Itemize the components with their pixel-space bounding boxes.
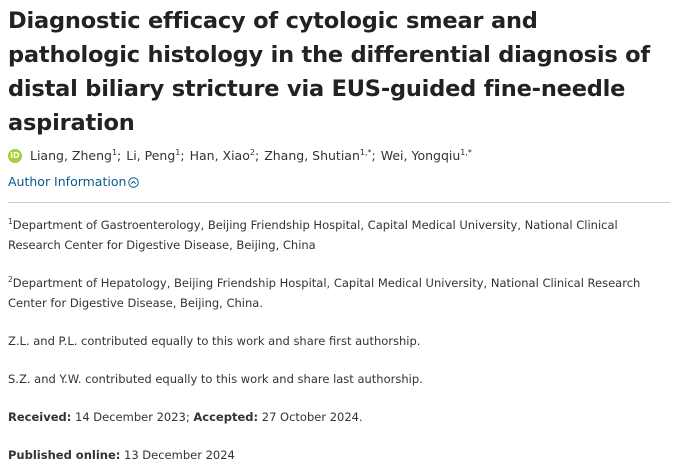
author-link[interactable] [126, 147, 180, 165]
author-name: Liang, Zheng [30, 148, 112, 163]
author-link[interactable] [264, 147, 371, 165]
author-affiliation-marker: 1 [175, 147, 181, 157]
article-title: Diagnostic efficacy of cytologic smear and pathologic histology in the differential diagnosis of distal biliary stricture via EUS-guided fine-needle aspiration [8, 8, 651, 136]
author-separator: ; [254, 148, 260, 163]
affiliation-text: Department of Gastroenterology, Beijing Friendship Hospital, Capital Medical University, National Clinical Research Center for Digestive Disease, Beijing, China [8, 218, 618, 252]
orcid-icon[interactable]: iD [8, 149, 22, 163]
author-name: Zhang, Shutian [264, 148, 360, 163]
received-date: 14 December 2023; [75, 410, 190, 424]
author-separator: ; [180, 148, 185, 163]
affiliation-number: 1 [8, 217, 13, 227]
contribution-note: Z.L. and P.L. contributed equally to this work and share first authorship. [8, 334, 421, 348]
published-label: Published online: [8, 448, 121, 462]
published-date-line [8, 445, 668, 465]
contribution-note: S.Z. and Y.W. contributed equally to this work and share last authorship. [8, 372, 423, 386]
author-name: Han, Xiao [189, 148, 250, 163]
author-name: Wei, Yongqiu [380, 148, 461, 163]
author-separator: ; [117, 148, 122, 163]
received-label: Received: [8, 410, 72, 424]
affiliation-number: 2 [8, 275, 13, 285]
section-divider [8, 202, 670, 203]
author-link[interactable] [30, 147, 117, 165]
author-link[interactable] [381, 147, 472, 165]
author-name: Li, Peng [126, 148, 176, 163]
affiliation-text: Department of Hepatology, Beijing Friendship Hospital, Capital Medical University, National Clinical Research Center for Digestive Disease, Beijing, China. [8, 276, 641, 310]
author-affiliation-marker: 1 [111, 147, 118, 157]
author-affiliation-marker: 1,* [460, 147, 472, 157]
author-link[interactable] [190, 147, 255, 165]
chevron-up-circle-icon [128, 177, 139, 188]
accepted-date: 27 October 2024. [261, 410, 363, 424]
published-date: 13 December 2024 [124, 448, 235, 462]
affiliation [8, 273, 668, 313]
accepted-label: Accepted: [193, 410, 259, 424]
affiliation [8, 215, 668, 255]
article-header [8, 0, 668, 465]
author-separator: ; [371, 148, 376, 163]
author-affiliation-marker: 2 [249, 147, 255, 157]
author-information-label: Author Information [8, 174, 127, 189]
author-information-toggle[interactable] [8, 173, 139, 191]
author-affiliation-marker: 1,* [359, 147, 372, 157]
author-list [8, 147, 668, 165]
received-accepted-dates [8, 407, 668, 427]
